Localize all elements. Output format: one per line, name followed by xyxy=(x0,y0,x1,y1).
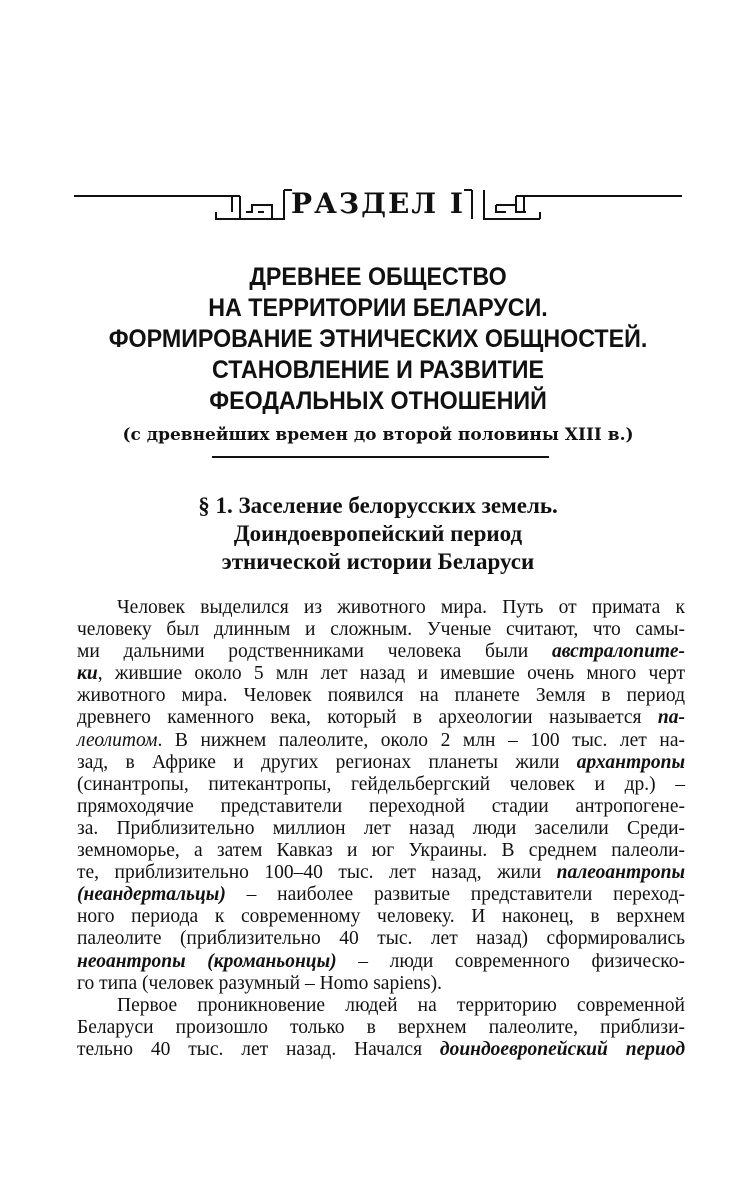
section-heading-line: Доиндоевропейский период xyxy=(233,521,523,546)
text-line: прямоходячие представители переходной стадии антропогене- xyxy=(77,795,685,817)
text-line: человеку был длинным и сложным. Ученые считают, что самы- xyxy=(77,619,685,641)
text-line: Человек выделился из животного мира. Путь от примата к xyxy=(117,597,685,618)
text-span: , жившие около 5 млн лет назад и имевшие очень много черт xyxy=(97,663,685,685)
body-text xyxy=(77,597,685,1061)
text-span: – люди современного физическо- xyxy=(336,950,685,972)
section-ornament xyxy=(74,183,682,235)
text-line xyxy=(77,730,685,752)
text-span: – наиболее развитые представители переход- xyxy=(225,884,685,906)
part-title-line: НА ТЕРРИТОРИИ БЕЛАРУСИ. xyxy=(208,294,548,322)
text-line xyxy=(77,663,685,685)
section-heading xyxy=(40,492,716,576)
text-line: палеолите (приблизительно 40 тыс. лет назад) сформировались xyxy=(77,928,685,950)
term-australopithecus: австралопите- xyxy=(551,641,685,663)
part-title xyxy=(64,262,693,417)
text-line: Беларуси произошло только в верхнем палеолите, приблизи- xyxy=(77,1016,685,1038)
period-underline xyxy=(212,456,549,458)
text-line xyxy=(77,862,685,884)
section-label: РАЗДЕЛ I xyxy=(291,187,465,220)
section-heading-line: § 1. Заселение белорусских земель. xyxy=(198,493,558,518)
term-paleolithic: па- xyxy=(657,707,685,729)
text-line xyxy=(77,641,685,663)
text-line xyxy=(77,752,685,774)
term-paleoanthropes: палеоантропы xyxy=(556,862,685,884)
text-span: те, приблизительно 100–40 тыс. лет назад, жили xyxy=(77,862,557,884)
text-span: древнего каменного века, который в археологии называется xyxy=(77,707,658,729)
term-archanthropes: архантропы xyxy=(576,751,685,773)
part-title-line: ДРЕВНЕЕ ОБЩЕСТВО xyxy=(249,263,507,291)
text-span: тельно 40 тыс. лет назад. Начался xyxy=(77,1038,440,1060)
term-neoanthropes: неоантропы (кроманьонцы) xyxy=(77,950,337,972)
text-line xyxy=(77,707,685,729)
term-pre-indo-european-period: доиндоевропейский период xyxy=(439,1038,685,1060)
term-australopithecus-end: ки xyxy=(77,663,98,685)
text-line xyxy=(77,1039,685,1061)
text-line: (синантропы, питекантропы, гейдельбергский человек и др.) – xyxy=(77,773,685,795)
text-span: ми дальними родственниками человека были xyxy=(77,641,552,663)
text-line: животного мира. Человек появился на планете Земля в период xyxy=(77,685,685,707)
text-span: . В нижнем палеолите, около 2 млн – 100 тыс. лет на- xyxy=(157,729,685,751)
text-line: ного периода к современному человеку. И наконец, в верхнем xyxy=(77,906,685,928)
term-paleolithic-end: леолитом xyxy=(77,729,158,751)
text-line: Первое проникновение людей на территорию современной xyxy=(117,994,685,1016)
period-subtitle: (с древнейших времен до второй половины XIII в.) xyxy=(122,425,634,445)
part-title-line: СТАНОВЛЕНИЕ И РАЗВИТИЕ xyxy=(211,356,545,384)
text-line: за. Приблизительно миллион лет назад люди заселили Среди- xyxy=(77,817,685,839)
term-neanderthals: (неандертальцы) xyxy=(77,884,226,906)
text-line xyxy=(77,951,685,973)
text-span: зад, в Африке и других регионах планеты жили xyxy=(77,751,577,773)
section-heading-line: этнической истории Беларуси xyxy=(221,549,535,574)
part-title-line: ФЕОДАЛЬНЫХ ОТНОШЕНИЙ xyxy=(209,387,547,415)
part-title-line: ФОРМИРОВАНИЕ ЭТНИЧЕСКИХ ОБЩНОСТЕЙ. xyxy=(108,325,648,353)
text-line: го типа (человек разумный – Homo sapiens). xyxy=(77,972,442,994)
text-line: земноморье, а затем Кавказ и юг Украины. В среднем палеоли- xyxy=(77,840,685,862)
text-line xyxy=(77,884,685,906)
